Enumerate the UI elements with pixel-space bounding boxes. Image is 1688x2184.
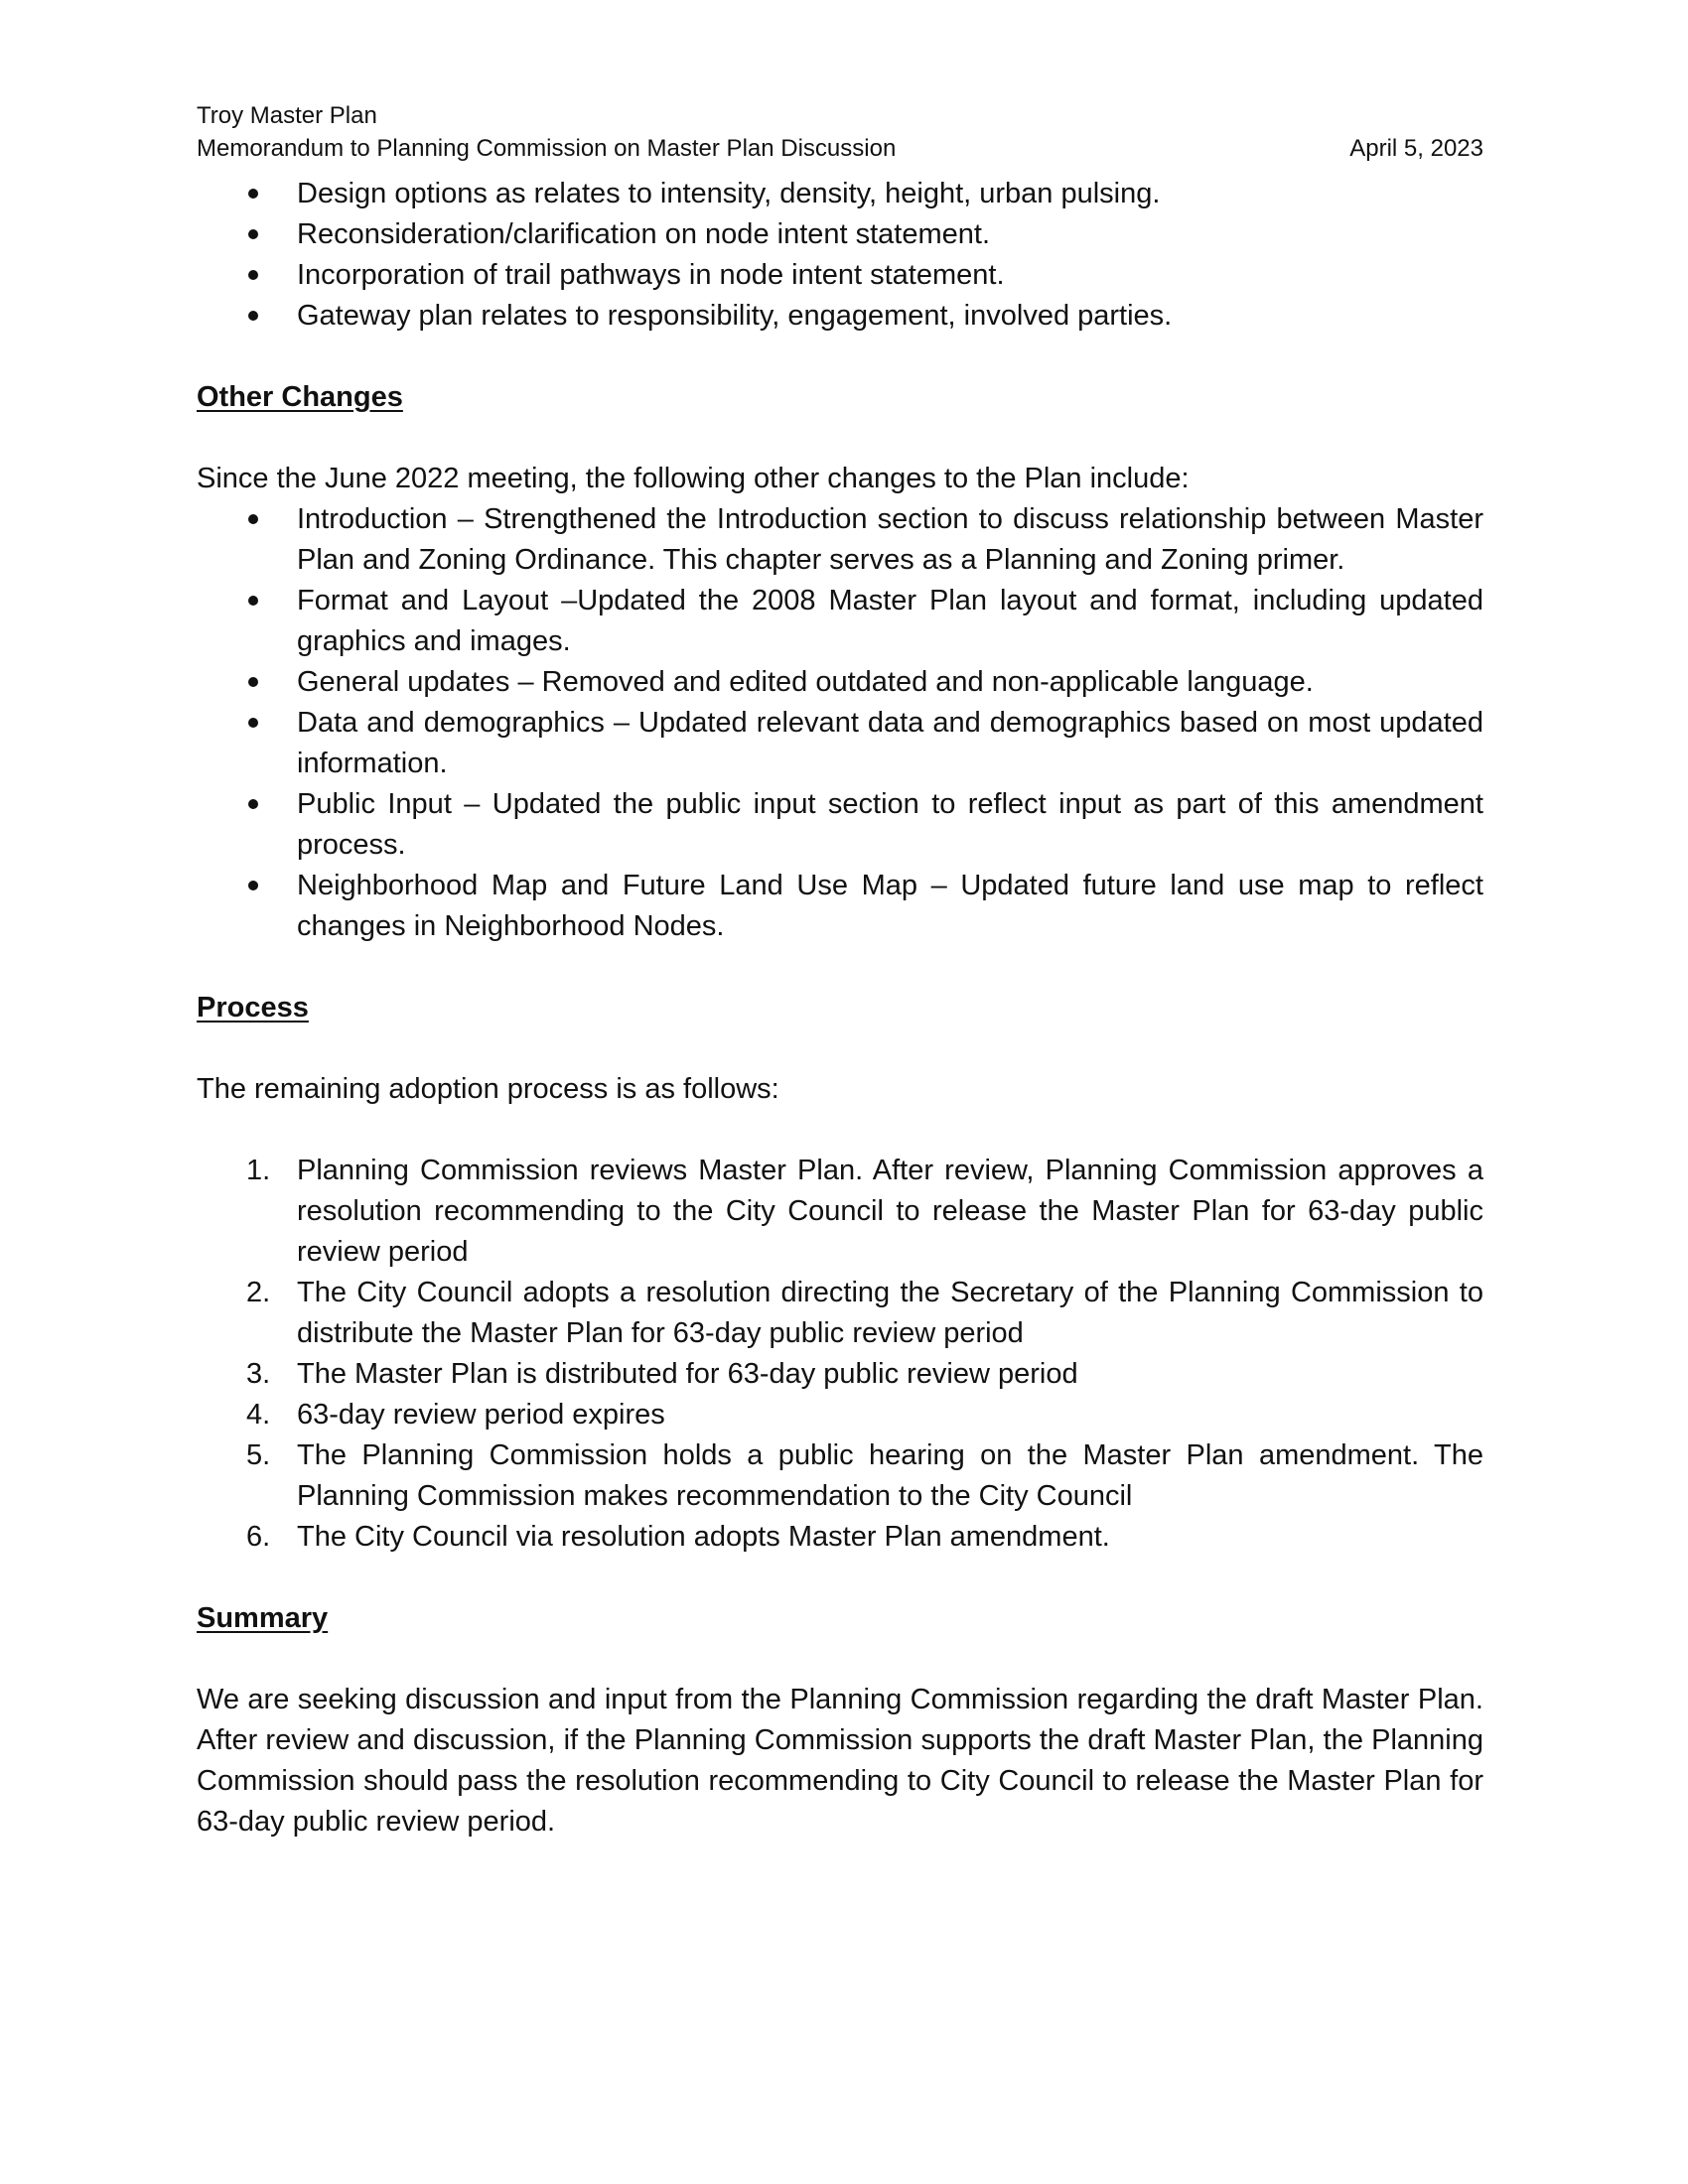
- document-body: [197, 174, 1483, 1843]
- process-heading: Process: [197, 992, 309, 1024]
- other-changes-list: [197, 499, 1483, 947]
- list-item: [197, 1151, 1483, 1273]
- summary-heading: Summary: [197, 1602, 329, 1634]
- list-item: Introduction – Strengthened the Introduction section to discuss relationship between Master Plan and Zoning Ordinance. This chapter serves as a Planning and Zoning primer.: [197, 499, 1483, 581]
- list-item: Gateway plan relates to responsibility, engagement, involved parties.: [197, 296, 1483, 337]
- list-item: Incorporation of trail pathways in node intent statement.: [197, 255, 1483, 296]
- step-text: The Master Plan is distributed for 63-day public review period: [297, 1358, 1078, 1390]
- document-page: [197, 99, 1483, 1843]
- list-item: Data and demographics – Updated relevant data and demographics based on most updated information.: [197, 703, 1483, 784]
- step-text: The City Council via resolution adopts Master Plan amendment.: [297, 1521, 1110, 1553]
- step-number: 2.: [246, 1277, 271, 1308]
- step-number: 6.: [246, 1521, 271, 1553]
- running-header: [197, 99, 1483, 165]
- header-subtitle-line: [197, 132, 1483, 165]
- list-item: Reconsideration/clarification on node intent statement.: [197, 214, 1483, 255]
- header-title: Troy Master Plan: [197, 102, 377, 129]
- list-item: [197, 1435, 1483, 1517]
- list-item: General updates – Removed and edited outdated and non-applicable language.: [197, 662, 1483, 703]
- other-changes-lead: Since the June 2022 meeting, the following other changes to the Plan include:: [197, 463, 1190, 494]
- step-number: 5.: [246, 1439, 271, 1471]
- step-number: 1.: [246, 1155, 271, 1186]
- list-item: [197, 1273, 1483, 1354]
- process-lead: The remaining adoption process is as follows:: [197, 1073, 779, 1105]
- step-text: The City Council adopts a resolution directing the Secretary of the Planning Commission to distribute the Master Plan for 63-day public review period: [297, 1277, 1483, 1349]
- other-changes-heading: Other Changes: [197, 381, 403, 413]
- step-number: 3.: [246, 1358, 271, 1390]
- process-steps-list: [197, 1151, 1483, 1558]
- list-item: [197, 1354, 1483, 1395]
- header-date: April 5, 2023: [1349, 135, 1483, 162]
- step-number: 4.: [246, 1399, 271, 1431]
- list-item: [197, 1517, 1483, 1558]
- step-text: Planning Commission reviews Master Plan. After review, Planning Commission approves a resolution recommending to the City Council to release the Master Plan for 63-day public review period: [297, 1155, 1483, 1268]
- step-text: The Planning Commission holds a public hearing on the Master Plan amendment. The Planning Commission makes recommendation to the City Council: [297, 1439, 1483, 1512]
- header-title-line: [197, 99, 1483, 132]
- header-subtitle: Memorandum to Planning Commission on Master Plan Discussion: [197, 135, 897, 162]
- list-item: Design options as relates to intensity, density, height, urban pulsing.: [197, 174, 1483, 214]
- list-item: Public Input – Updated the public input section to reflect input as part of this amendment process.: [197, 784, 1483, 866]
- summary-paragraph: We are seeking discussion and input from the Planning Commission regarding the draft Master Plan. After review and discussion, if the Planning Commission supports the draft Master Plan, the Planning Commission should pass the resolution recommending to City Council to release the Master Plan for 63-day public review period.: [197, 1684, 1483, 1838]
- list-item: Neighborhood Map and Future Land Use Map – Updated future land use map to reflect changes in Neighborhood Nodes.: [197, 866, 1483, 947]
- step-text: 63-day review period expires: [297, 1399, 665, 1431]
- intro-bullet-list: [197, 174, 1483, 337]
- list-item: Format and Layout –Updated the 2008 Master Plan layout and format, including updated graphics and images.: [197, 581, 1483, 662]
- list-item: [197, 1395, 1483, 1435]
